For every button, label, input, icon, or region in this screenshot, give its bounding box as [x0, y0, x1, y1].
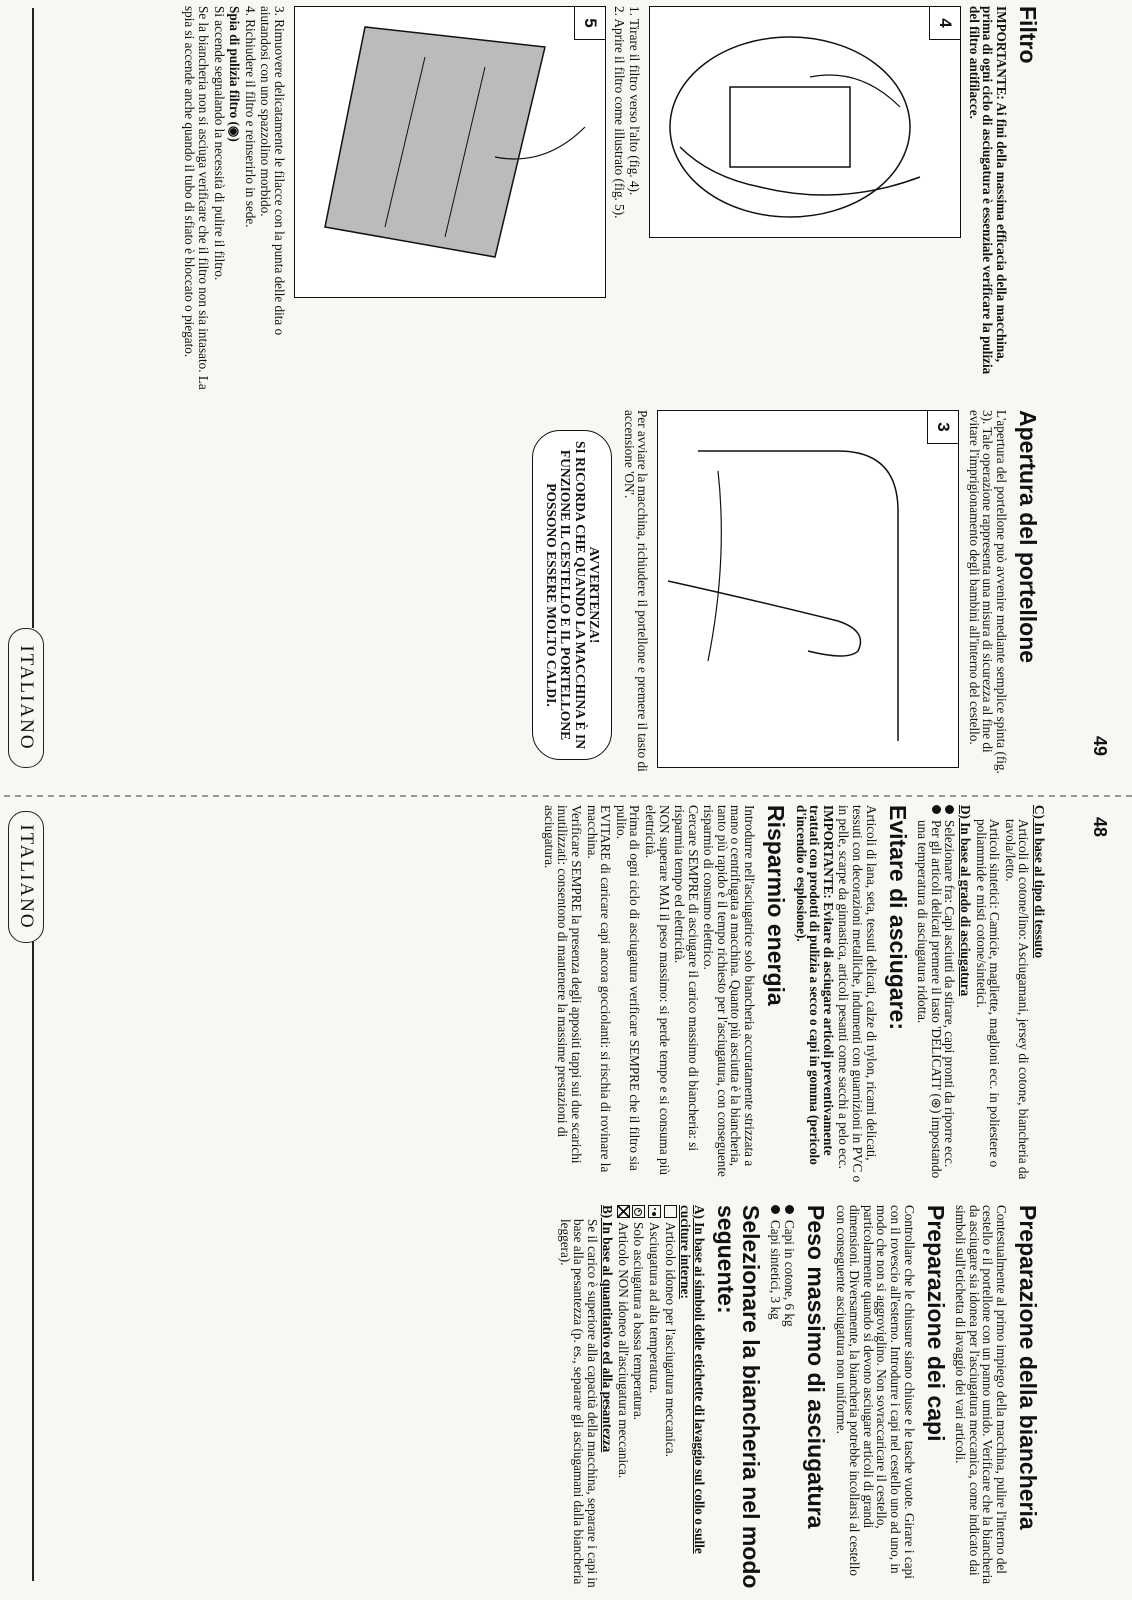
page-number: 48 — [1090, 817, 1110, 838]
energy-text: Introdurre nell'asciugatrice solo biancheria accuratamente strizzata a mano o centrifugata a macchina. Quanto più asciutta è la biancheria, tanto più rapido è il tempo richiesto per l'asciugatura, con conseguente risparmio di consumo elettrico. — [701, 805, 758, 1177]
page-number: 49 — [1090, 736, 1110, 757]
figure-5 — [294, 6, 606, 298]
warning-box — [532, 430, 612, 760]
tumble-dry-low-icon — [633, 1205, 646, 1218]
figure-number: 4 — [929, 7, 960, 40]
energy-text: Verificare SEMPRE la presenza degli appositi tappi sui due scarichi inutilizzati: consentono di mantenere la massime prestazioni di asciugatura. — [541, 805, 584, 1164]
energy-text: EVITARE di caricare capi ancora gocciolanti: si rischia di rovinare la macchina. — [584, 805, 614, 1173]
energy-text: Cercare SEMPRE di asciugare il carico massimo di biancheria: si risparmia tempo ed elettricità. — [672, 805, 701, 1152]
fabric-text: Articoli di cotone/lino: Asciugamani, jersey di cotone, biancheria da tavola/letto. — [1002, 819, 1032, 1180]
filter-open-illustration — [299, 7, 605, 293]
list-item: Capi sintetici, 3 kg — [769, 1205, 783, 1593]
filter-pull-illustration — [654, 7, 960, 233]
avoid-text: Articoli di lana, seta, tessuti delicati, calze di nylon, ricami delicati, tessuti con decorazioni metalliche, indumenti con guarnizioni in PVC o in pelle, scarpe da ginnastica, articoli pesanti come sacchi a pelo ecc. — [836, 805, 879, 1183]
filter-important: IMPORTANTE: Ai fini della massima efficacia della macchina, prima di ogni ciclo di asciugatura è essenziale verificare la pulizia del filtro antifilacce. — [966, 6, 1009, 375]
avoid-important: IMPORTANTE: Evitare di asciugare articoli preventivamente trattati con prodotti di pulizia a secco o capi in gomma (pericolo d'incendio o esplosione). — [793, 805, 836, 1165]
page-48 — [0, 797, 1132, 1600]
section-heading-apertura: Apertura del portellone — [1015, 410, 1041, 664]
filter-step: 2. Aprire il filtro come illustrato (fig. 5). — [611, 6, 627, 219]
energy-text: NON superare MAI il peso massimo: si perde tempo e si consuma più elettricità. — [642, 805, 672, 1175]
section-heading-risparmio: Risparmio energia — [763, 805, 790, 1006]
figure-number: 3 — [927, 411, 958, 444]
door-push-illustration — [662, 411, 958, 763]
symbols-heading: A) In base ai simboli delle etichette di lavaggio sul collo o sulle cuciture interne: — [678, 1205, 707, 1554]
warning-title: AVVERTENZA! — [587, 546, 603, 644]
symbol-item: Solo asciugatura a bassa temperatura. — [632, 1205, 646, 1593]
page-49 — [0, 0, 1132, 795]
fabric-text: Articoli sintetici: Camicie, magliette, maglioni ecc. in poliestere o poliammide e misti cotone/sintetici. — [973, 819, 1003, 1168]
bullet-icon — [932, 805, 941, 814]
fabric-heading: C) In base al tipo di tessuto — [1032, 805, 1047, 959]
language-badge: ITALIANO — [8, 811, 44, 943]
list-item: Selezionare fra: Capi asciutti da stirare, capi pronti da riporre ecc. — [943, 805, 957, 1193]
column-1 — [556, 1205, 1046, 1593]
door-text: L'apertura del portellone può avvenire mediante semplice spinta (fig. 3). Tale operazione rappresenta una misura di sicurezza al fine di evitare l'imprigionamento degli bambini all'interno del cestello. — [966, 410, 1009, 774]
bullet-icon — [771, 1205, 780, 1214]
weight-heading: B) In base al quantitativo ed alla pesantezza — [600, 1205, 616, 1453]
section-heading-prep-biancheria: Preparazione della biancheria — [1015, 1205, 1041, 1530]
weight-text: Se il carico è superiore alla capacità della macchina, separare i capi in base alla pesantezza (p. es., separare gli asciugamani dalla biancheria leggera). — [557, 1219, 600, 1588]
filter-column — [181, 6, 1046, 391]
column-2 — [540, 805, 1046, 1193]
header-rule — [32, 941, 34, 1581]
section-heading-peso: Peso massimo di asciugatura — [803, 1205, 830, 1529]
bullet-icon — [945, 805, 954, 814]
energy-text: Prima di ogni ciclo di asciugatura verificare SEMPRE che il filtro sia pulito. — [613, 805, 643, 1171]
section-heading-filtro: Filtro — [1015, 6, 1041, 64]
filter-step: 3. Rimuovere delicatamente le filacce con la punta delle dita o aiutandosi con uno spazzolino morbido. — [258, 6, 288, 336]
dryness-heading: D) In base al grado di asciugatura — [958, 805, 974, 997]
figure-number: 5 — [574, 7, 605, 40]
bullet-icon — [785, 1205, 794, 1214]
symbol-item: Articolo idoneo per l'asciugatura meccanica. — [663, 1205, 677, 1593]
language-badge: ITALIANO — [8, 628, 44, 768]
no-tumble-dry-icon — [617, 1205, 630, 1218]
section-heading-evitare: Evitare di asciugare: — [884, 805, 911, 1030]
list-item: Per gli articoli delicati premere il tasto 'DELICATI' (⊛) impostando una temperatura di asciugatura ridotta. — [916, 805, 943, 1193]
tumble-dry-high-icon — [648, 1205, 661, 1218]
figure-4 — [649, 6, 961, 238]
door-column — [532, 410, 1046, 790]
filter-step: 4. Richiudere il filtro e reinserirlo in sede. — [242, 6, 258, 228]
filter-light-text: Se la biancheria non si asciuga verificare che il filtro non sia intasato. La spia si accende anche quando il tubo di sfiato è bloccato o piegato. — [182, 6, 212, 390]
start-text: Per avviare la macchina, richiudere il portellone e premere il tasto di accensione 'ON'. — [621, 410, 651, 772]
section-heading-selezionare: Selezionare la biancheria nel modo seguente: — [712, 1205, 764, 1589]
section-heading-prep-capi: Preparazione dei capi — [922, 1205, 949, 1442]
header-rule — [32, 8, 34, 628]
tumble-dry-ok-icon — [664, 1205, 677, 1218]
symbol-item: Asciugatura ad alta temperatura. — [648, 1205, 662, 1593]
prep-text: Contestualmente al primo impiego della macchina, pulire l'interno del cestello e il portellone con un panno umido. Verificare che la biancheria da asciugare sia idonea per l'asciugatura meccanica, come indicato dai simboli sull'etichetta di lavaggio dei vari articoli. — [953, 1205, 1009, 1585]
warning-text: SI RICORDA CHE QUANDO LA MACCHINA È IN FUNZIONE IL CESTELLO E IL PORTELLONE POSSONO ESSERE MOLTO CALDI. — [543, 441, 588, 749]
filter-light-text: Si accende segnalando la necessità di pulire il filtro. — [211, 6, 227, 281]
figure-3 — [657, 410, 959, 768]
filter-light-heading: Spia di pulizia filtro (◉) — [227, 6, 243, 142]
filter-step: 1. Tirare il filtro verso l'alto (fig. 4). — [627, 6, 643, 196]
prep-text: Controllare che le chiusure siano chiuse e le tasche vuote. Girare i capi con il rovescio all'esterno. Introdurre i capi nel cestello uno ad uno, in modo che non si aggroviglino. Non sovraccaricare il cestello, particolarmente quando si devono asciugare articoli di grandi dimensioni. Diversamente, la biancheria potrebbe incollarsi al cestello con conseguente asciugatura non uniforme. — [833, 1205, 917, 1579]
symbol-item: Articolo NON idoneo all'asciugatura meccanica. — [616, 1205, 630, 1593]
list-item: Capi in cotone, 6 kg — [782, 1205, 796, 1593]
